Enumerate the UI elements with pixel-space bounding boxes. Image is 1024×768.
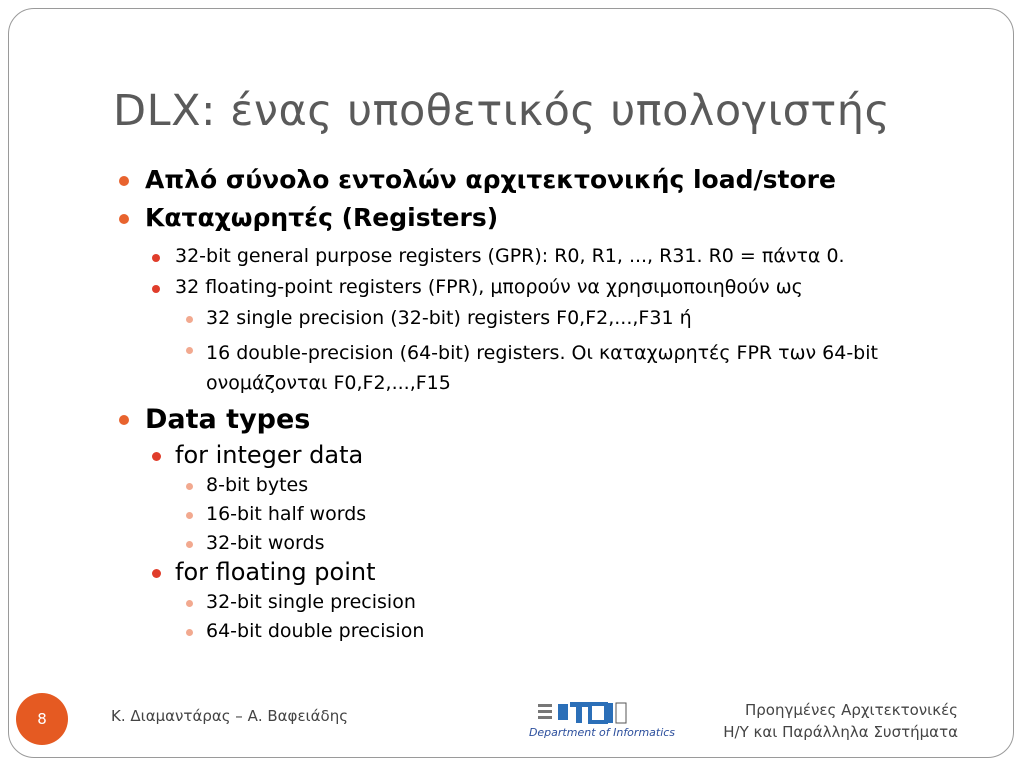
bullet-text: 32-bit single precision	[206, 591, 416, 613]
bullet-32bit	[206, 532, 324, 554]
bullet-floating-point	[175, 558, 376, 586]
bullet-text: 32-bit general purpose registers (GPR): R0, R1, ..., R31. R0 = πάντα 0.	[175, 245, 845, 267]
bullet-dot-icon	[186, 512, 193, 519]
bullet-double-precision	[206, 620, 424, 642]
bullet-dot-icon	[152, 254, 160, 262]
bullet-dot-icon	[186, 541, 193, 548]
page-number: 8	[16, 693, 68, 745]
bullet-data-types	[145, 404, 310, 435]
slide-title: DLX: ένας υποθετικός υπολογιστής	[113, 86, 891, 136]
bullet-dot-icon	[186, 347, 193, 354]
bullet-dot-icon	[119, 214, 129, 224]
logo-caption: Department of Informatics	[528, 726, 676, 739]
bullet-text-continued: ονομάζονται F0,F2,...,F15	[206, 372, 451, 394]
footer-course-line1: Προηγμένες Αρχιτεκτονικές	[745, 701, 958, 719]
bullet-dot-icon	[152, 285, 160, 293]
bullet-text: 16-bit half words	[206, 503, 367, 525]
bullet-dot-icon	[152, 452, 161, 461]
bullet-gpr	[175, 245, 845, 267]
department-logo	[528, 698, 676, 744]
bullet-text: for floating point	[175, 558, 376, 586]
bullet-text: 32-bit words	[206, 532, 325, 554]
bullet-dot-icon	[119, 415, 129, 425]
bullet-text: for integer data	[175, 441, 364, 469]
footer-course	[723, 699, 958, 743]
bullet-text: 8-bit bytes	[206, 474, 309, 496]
footer-course-line2: Η/Υ και Παράλληλα Συστήματα	[723, 723, 958, 741]
bullet-single-precision	[206, 591, 416, 613]
bullet-load-store	[145, 165, 836, 194]
bullet-dot-icon	[186, 483, 193, 490]
bullet-dot-icon	[186, 316, 193, 323]
bullet-integer-data	[175, 441, 363, 469]
bullet-text: Καταχωρητές (Registers)	[145, 203, 499, 232]
bullet-text: Απλό σύνολο εντολών αρχιτεκτονικής load/store	[145, 165, 836, 194]
department-logo-icon	[528, 698, 676, 744]
bullet-text: 64-bit double precision	[206, 620, 425, 642]
bullet-dot-icon	[152, 569, 161, 578]
bullet-double-fpr	[206, 338, 878, 398]
bullet-16bit	[206, 503, 366, 525]
bullet-dot-icon	[186, 600, 193, 607]
bullet-registers	[145, 203, 498, 232]
bullet-dot-icon	[186, 629, 193, 636]
bullet-text: Data types	[145, 404, 311, 435]
bullet-text: 32 floating-point registers (FPR), μπορούν να χρησιμοποιηθούν ως	[175, 276, 803, 298]
bullet-dot-icon	[119, 176, 129, 186]
bullet-fpr	[175, 276, 803, 298]
bullet-text: 16 double-precision (64-bit) registers. Οι καταχωρητές FPR των 64-bit	[206, 342, 878, 364]
bullet-text: 32 single precision (32-bit) registers F0,F2,...,F31 ή	[206, 307, 692, 329]
footer-authors: Κ. Διαμαντάρας – Α. Βαφειάδης	[111, 707, 349, 725]
bullet-8bit	[206, 474, 308, 496]
bullet-single-fpr	[206, 307, 692, 329]
